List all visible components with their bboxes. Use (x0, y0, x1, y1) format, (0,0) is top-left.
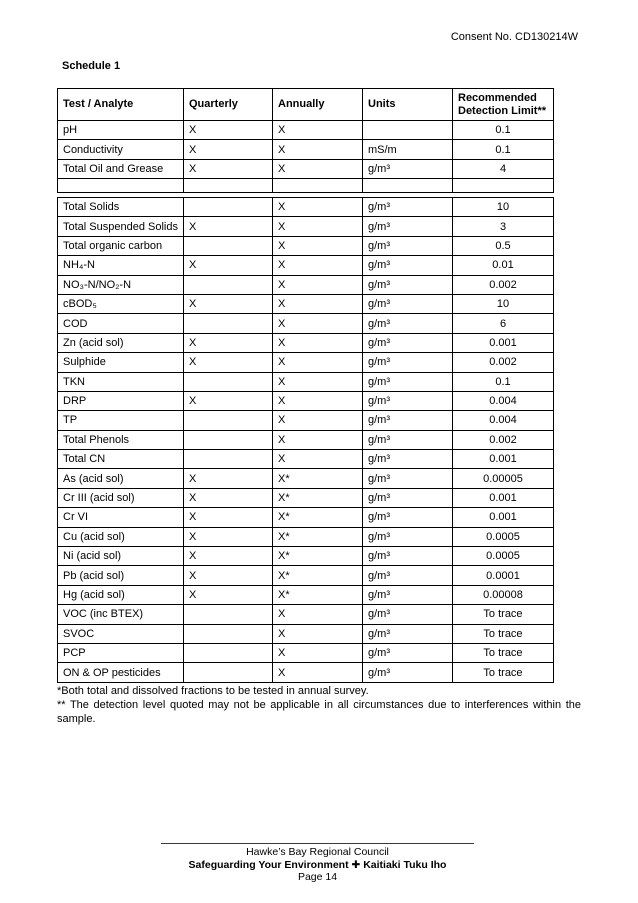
cell-units: g/m³ (363, 353, 453, 372)
cell-units: g/m³ (363, 469, 453, 488)
table-row (58, 624, 554, 643)
cell-annually: X (273, 256, 363, 275)
cell-quarterly (184, 236, 273, 255)
table-row (58, 256, 554, 275)
cell-annually: X (273, 643, 363, 662)
cell-test-analyte: Zn (acid sol) (58, 333, 184, 352)
cell-quarterly: X (184, 469, 273, 488)
cell-detection-limit: 0.001 (453, 450, 554, 469)
cell-detection-limit: 0.0001 (453, 566, 554, 585)
cell-units: g/m³ (363, 488, 453, 507)
cell-units: g/m³ (363, 605, 453, 624)
cell-quarterly: X (184, 508, 273, 527)
cell-test-analyte: Total CN (58, 450, 184, 469)
table-row (58, 179, 554, 193)
cell-units: g/m³ (363, 585, 453, 604)
cell-quarterly (184, 605, 273, 624)
cell-annually: X* (273, 547, 363, 566)
schedule-title: Schedule 1 (62, 60, 121, 72)
cell-detection-limit: 0.002 (453, 430, 554, 449)
table-row (58, 643, 554, 662)
cell-annually: X (273, 198, 363, 217)
cell-quarterly (184, 663, 273, 682)
cell-test-analyte: SVOC (58, 624, 184, 643)
cell-detection-limit: 0.002 (453, 353, 554, 372)
table-row (58, 140, 554, 159)
cell-quarterly: X (184, 294, 273, 313)
cell-test-analyte: VOC (inc BTEX) (58, 605, 184, 624)
cell-detection-limit: 0.004 (453, 411, 554, 430)
cell-units: g/m³ (363, 450, 453, 469)
cell-units: g/m³ (363, 314, 453, 333)
cell-quarterly: X (184, 159, 273, 178)
cell-annually: X* (273, 469, 363, 488)
cell-units: g/m³ (363, 159, 453, 178)
cell-units: g/m³ (363, 547, 453, 566)
cell-detection-limit: To trace (453, 643, 554, 662)
cell-test-analyte: TKN (58, 372, 184, 391)
table-row (58, 508, 554, 527)
cell-detection-limit: 10 (453, 294, 554, 313)
cell-annually: X (273, 140, 363, 159)
cell-detection-limit: 0.1 (453, 121, 554, 140)
footer-tagline: Safeguarding Your Environment ✚ Kaitiaki Tuku Iho (188, 858, 447, 871)
cell-annually: X* (273, 508, 363, 527)
cell-annually: X (273, 294, 363, 313)
table-row (58, 566, 554, 585)
cell-detection-limit: 10 (453, 198, 554, 217)
cell-units (363, 179, 453, 193)
cell-detection-limit: 0.0005 (453, 547, 554, 566)
cell-units: g/m³ (363, 527, 453, 546)
cell-quarterly (184, 450, 273, 469)
cell-annually: X (273, 372, 363, 391)
cell-detection-limit: 0.004 (453, 391, 554, 410)
cell-test-analyte: Cr VI (58, 508, 184, 527)
cell-quarterly (184, 411, 273, 430)
cell-detection-limit: 0.5 (453, 236, 554, 255)
cell-test-analyte: Cr III (acid sol) (58, 488, 184, 507)
cell-test-analyte: Cu (acid sol) (58, 527, 184, 546)
cell-detection-limit: 0.00008 (453, 585, 554, 604)
table-body-bottom (58, 198, 554, 683)
cell-quarterly (184, 372, 273, 391)
cell-quarterly: X (184, 140, 273, 159)
cell-annually: X (273, 411, 363, 430)
cell-annually: X (273, 605, 363, 624)
cell-test-analyte: Sulphide (58, 353, 184, 372)
footnote-detection-level: ** The detection level quoted may not be applicable in all circumstances due to interferences within the sample. (57, 699, 581, 725)
cell-annually: X (273, 333, 363, 352)
cell-quarterly: X (184, 217, 273, 236)
cell-test-analyte: NH₄-N (58, 256, 184, 275)
cell-test-analyte: ON & OP pesticides (58, 663, 184, 682)
col-header-test-analyte: Test / Analyte (58, 89, 184, 121)
footer-page-number: Page 14 (297, 871, 338, 883)
cell-test-analyte: Total Solids (58, 198, 184, 217)
cell-test-analyte: As (acid sol) (58, 469, 184, 488)
cell-annually: X (273, 275, 363, 294)
table-row (58, 217, 554, 236)
cell-quarterly: X (184, 256, 273, 275)
table-header-row (58, 89, 554, 121)
cell-test-analyte: NO₃-N/NO₂-N (58, 275, 184, 294)
table-row (58, 294, 554, 313)
cell-annually: X* (273, 566, 363, 585)
cell-test-analyte: Conductivity (58, 140, 184, 159)
cell-quarterly: X (184, 527, 273, 546)
cell-detection-limit: 0.00005 (453, 469, 554, 488)
cell-detection-limit: 0.01 (453, 256, 554, 275)
cell-units: g/m³ (363, 566, 453, 585)
cell-annually: X (273, 314, 363, 333)
table-row (58, 663, 554, 682)
cell-detection-limit: To trace (453, 663, 554, 682)
table-row (58, 236, 554, 255)
cell-annually: X (273, 236, 363, 255)
table-row (58, 353, 554, 372)
cell-annually: X (273, 121, 363, 140)
cell-detection-limit: 4 (453, 159, 554, 178)
cell-quarterly (184, 314, 273, 333)
table-row (58, 275, 554, 294)
cell-quarterly: X (184, 391, 273, 410)
cell-detection-limit: 0.1 (453, 140, 554, 159)
cell-test-analyte: cBOD₅ (58, 294, 184, 313)
cell-detection-limit: 6 (453, 314, 554, 333)
cell-units: g/m³ (363, 624, 453, 643)
cell-test-analyte: Total Suspended Solids (58, 217, 184, 236)
cell-annually: X (273, 391, 363, 410)
cell-test-analyte: Total organic carbon (58, 236, 184, 255)
table-row (58, 450, 554, 469)
cell-annually: X (273, 353, 363, 372)
table-row (58, 372, 554, 391)
cell-units: g/m³ (363, 411, 453, 430)
cell-units: g/m³ (363, 256, 453, 275)
cell-quarterly: X (184, 585, 273, 604)
cell-test-analyte: Total Oil and Grease (58, 159, 184, 178)
cell-units: g/m³ (363, 294, 453, 313)
cell-detection-limit: To trace (453, 624, 554, 643)
table-row (58, 391, 554, 410)
cell-annually: X (273, 430, 363, 449)
col-header-annually: Annually (273, 89, 363, 121)
cell-annually: X* (273, 488, 363, 507)
table-row (58, 527, 554, 546)
cell-annually: X* (273, 527, 363, 546)
cell-quarterly: X (184, 547, 273, 566)
cell-detection-limit: 0.002 (453, 275, 554, 294)
cell-test-analyte: Total Phenols (58, 430, 184, 449)
cell-units (363, 121, 453, 140)
cell-quarterly: X (184, 353, 273, 372)
table-row (58, 469, 554, 488)
cell-quarterly (184, 430, 273, 449)
cell-quarterly: X (184, 333, 273, 352)
table-row (58, 314, 554, 333)
table-row (58, 159, 554, 178)
schedule-table-bottom (57, 197, 554, 683)
cell-test-analyte: Pb (acid sol) (58, 566, 184, 585)
table-row (58, 585, 554, 604)
table-row (58, 547, 554, 566)
footnote-annual-survey: *Both total and dissolved fractions to be tested in annual survey. (57, 685, 369, 697)
cell-quarterly (184, 624, 273, 643)
cell-detection-limit: 0.0005 (453, 527, 554, 546)
cell-units: g/m³ (363, 217, 453, 236)
cell-units: g/m³ (363, 391, 453, 410)
cell-annually: X (273, 663, 363, 682)
page-footer (161, 843, 474, 884)
table-row (58, 488, 554, 507)
cell-quarterly: X (184, 121, 273, 140)
cell-test-analyte: DRP (58, 391, 184, 410)
cell-detection-limit: To trace (453, 605, 554, 624)
table-body-top (58, 121, 554, 193)
cell-detection-limit: 0.001 (453, 333, 554, 352)
cell-quarterly: X (184, 566, 273, 585)
table-row (58, 333, 554, 352)
table-row (58, 605, 554, 624)
table-row (58, 411, 554, 430)
table-row (58, 430, 554, 449)
cell-detection-limit: 0.001 (453, 488, 554, 507)
cell-detection-limit: 0.001 (453, 508, 554, 527)
cell-units: g/m³ (363, 430, 453, 449)
cell-quarterly (184, 198, 273, 217)
cell-quarterly (184, 179, 273, 193)
cell-units: g/m³ (363, 236, 453, 255)
cell-detection-limit (453, 179, 554, 193)
cell-test-analyte: COD (58, 314, 184, 333)
cell-detection-limit: 3 (453, 217, 554, 236)
cell-test-analyte: TP (58, 411, 184, 430)
cell-detection-limit: 0.1 (453, 372, 554, 391)
cell-units: g/m³ (363, 663, 453, 682)
cell-units: g/m³ (363, 198, 453, 217)
cell-units: g/m³ (363, 643, 453, 662)
cell-annually (273, 179, 363, 193)
cell-annually: X (273, 217, 363, 236)
table-row (58, 198, 554, 217)
cell-test-analyte (58, 179, 184, 193)
cell-test-analyte: Hg (acid sol) (58, 585, 184, 604)
cell-quarterly (184, 275, 273, 294)
consent-number: Consent No. CD130214W (450, 31, 578, 43)
col-header-quarterly: Quarterly (184, 89, 273, 121)
footer-organisation: Hawke’s Bay Regional Council (246, 846, 389, 858)
cell-annually: X (273, 450, 363, 469)
cell-units: g/m³ (363, 372, 453, 391)
cell-units: g/m³ (363, 275, 453, 294)
cell-quarterly (184, 643, 273, 662)
cell-annually: X* (273, 585, 363, 604)
cell-units: g/m³ (363, 508, 453, 527)
cell-quarterly: X (184, 488, 273, 507)
cell-annually: X (273, 159, 363, 178)
cell-annually: X (273, 624, 363, 643)
schedule-table-top (57, 88, 554, 193)
cell-test-analyte: PCP (58, 643, 184, 662)
cell-units: g/m³ (363, 333, 453, 352)
col-header-units: Units (363, 89, 453, 121)
cell-test-analyte: Ni (acid sol) (58, 547, 184, 566)
cell-test-analyte: pH (58, 121, 184, 140)
table-row (58, 121, 554, 140)
cell-units: mS/m (363, 140, 453, 159)
col-header-detection-limit: Recommended Detection Limit** (453, 89, 554, 121)
